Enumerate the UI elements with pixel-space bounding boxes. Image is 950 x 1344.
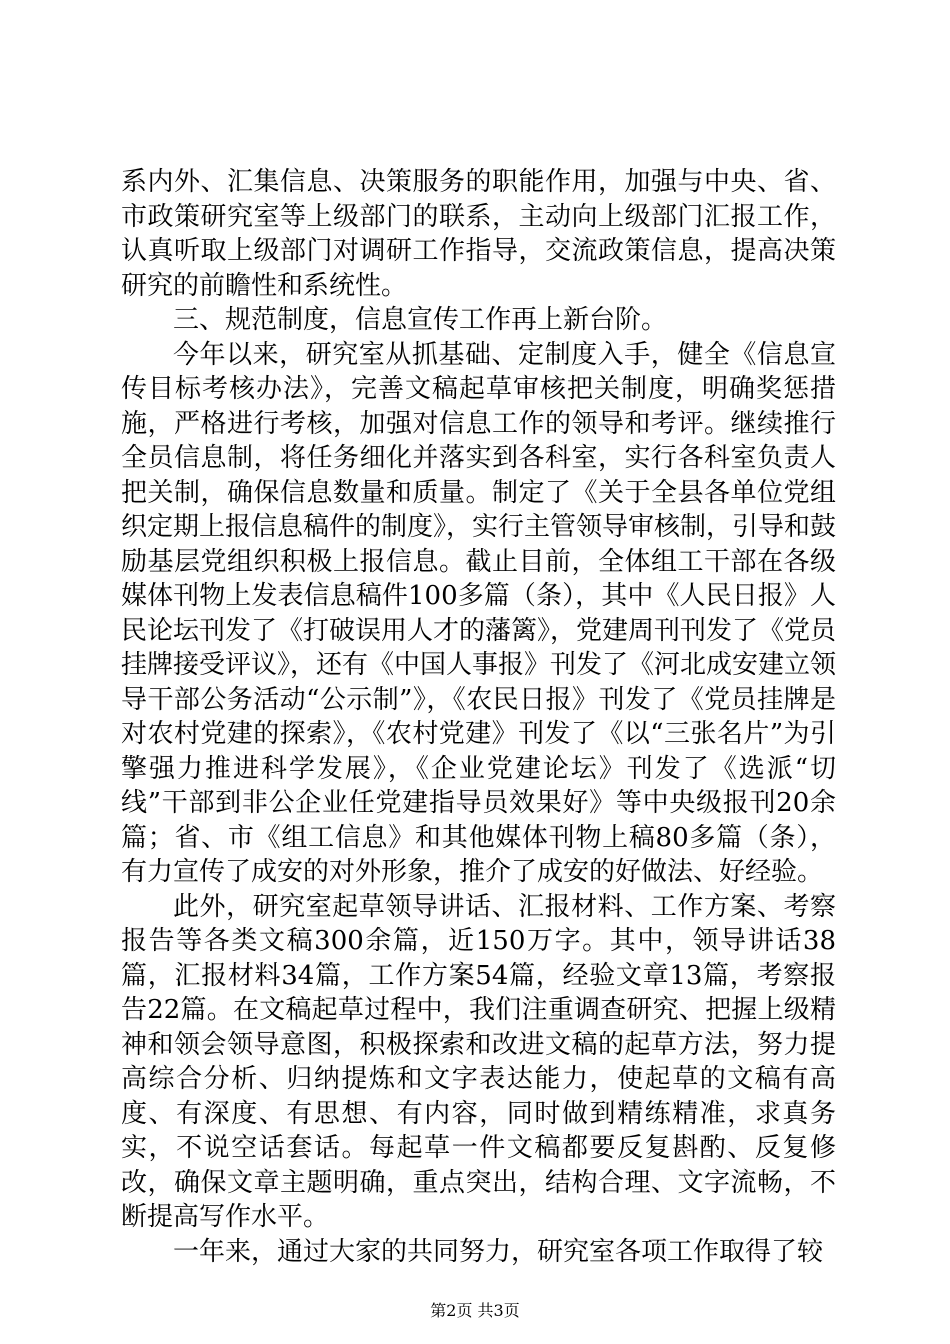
section-heading: 三、规范制度，信息宣传工作再上新台阶。	[173, 305, 668, 335]
paragraph-information-work: 今年以来，研究室从抓基础、定制度入手，健全《信息宣传目标考核办法》，完善文稿起草审核把关制度，明确奖惩措施，严格进行考核，加强对信息工作的领导和考评。继续推行全员信息制，将任务细化并落实到各科室，实行各科室负责人把关制，确保信息数量和质量。制定了《关于全县各单位党组织定期上报信息稿件的制度》，实行主管领导审核制，引导和鼓励基层党组织积极上报信息。截止目前，全体组工干部在各级媒体刊物上发表信息稿件100多篇（条），其中《人民日报》人民论坛刊发了《打破误用人才的藩篱》，党建周刊刊发了《党员挂牌接受评议》，还有《中国人事报》刊发了《河北成安建立领导干部公务活动“公示制”》，《农民日报》刊发了《党员挂牌是对农村党建的探索》，《农村党建》刊发了《以“三张名片”为引擎强力推进科学发展》，《企业党建论坛》刊发了《选派“切线”干部到非公企业任党建指导员效果好》等中央级报刊20余篇；省、市《组工信息》和其他媒体刊物上稿80多篇（条），有力宣传了成安的对外形象，推介了成安的好做法、好经验。	[121, 339, 837, 887]
paragraph-continuation: 系内外、汇集信息、决策服务的职能作用，加强与中央、省、市政策研究室等上级部门的联系，主动向上级部门汇报工作，认真听取上级部门对调研工作指导，交流政策信息，提高决策研究的前瞻性和系统性。	[121, 167, 836, 301]
document-body	[121, 165, 836, 1269]
page-footer: 第2页 共3页	[430, 1301, 520, 1320]
paragraph-summary-start: 一年来，通过大家的共同努力，研究室各项工作取得了较	[173, 1236, 824, 1267]
paragraph-drafting-work: 此外，研究室起草领导讲话、汇报材料、工作方案、考察报告等各类文稿300余篇，近150万字。其中，领导讲话38篇，汇报材料34篇，工作方案54篇，经验文章13篇，考察报告22篇。在文稿起草过程中，我们注重调查研究、把握上级精神和领会领导意图，积极探索和改进文稿的起草方法，努力提高综合分析、归纳提炼和文字表达能力，使起草的文稿有高度、有深度、有思想、有内容，同时做到精练精准，求真务实，不说空话套话。每起草一件文稿都要反复斟酌、反复修改，确保文章主题明确，重点突出，结构合理、文字流畅，不断提高写作水平。	[121, 891, 836, 1232]
